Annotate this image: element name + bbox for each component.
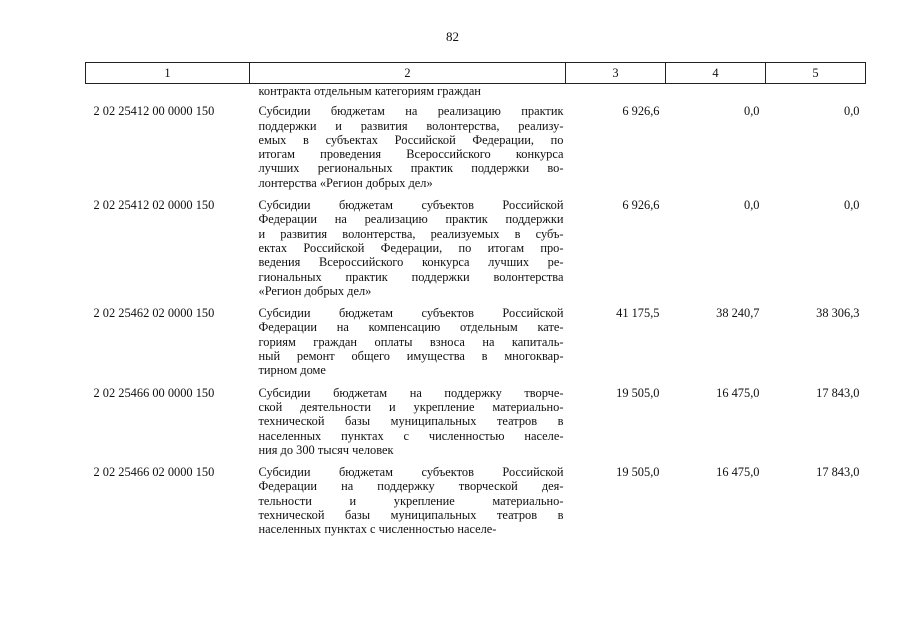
row-name: [250, 100, 566, 194]
column-header-2: 2: [250, 63, 566, 84]
row-name-line: гиональных практик поддержки волонтерства: [258, 269, 564, 284]
row-name-line: емых в субъектах Российской Федерации, по: [258, 132, 564, 147]
row-name-line: Субсидии бюджетам субъектов Российской: [258, 306, 564, 321]
column-header-3: 3: [566, 63, 666, 84]
row-value-col4: 0,0: [744, 104, 760, 119]
page-number: 82: [446, 29, 459, 44]
row-name-line: лучших региональных практик поддержки во-: [258, 161, 564, 176]
row-name: [250, 461, 566, 540]
table-row: [86, 302, 866, 381]
row-name-line: ния до 300 тысяч человек: [258, 442, 394, 457]
row-value-col5: 38 306,3: [816, 306, 860, 321]
row-code: [86, 84, 250, 101]
row-name-line: контракта отдельным категориям граждан: [258, 84, 481, 98]
table-row-continuation: [86, 84, 866, 101]
row-name-line: гориям граждан оплаты взноса на капиталь-: [258, 334, 564, 349]
row-value-col4: 38 240,7: [716, 306, 760, 321]
row-value-col3: [566, 84, 666, 101]
row-name-line: Федерации на поддержку творческой дея-: [258, 479, 564, 494]
row-code: 2 02 25466 02 0000 150: [93, 465, 215, 480]
column-header-5: 5: [766, 63, 866, 84]
row-name-line: и развития волонтерства, реализуемых в субъ-: [258, 226, 564, 241]
row-value-col5: [766, 84, 866, 101]
table-header-row: [86, 63, 866, 84]
row-value-col3: 6 926,6: [622, 198, 660, 213]
column-header-4: 4: [666, 63, 766, 84]
row-name: [250, 84, 566, 101]
table-body: [86, 84, 866, 541]
row-name-line: поддержки и развития волонтерства, реализу-: [258, 118, 564, 133]
row-value-col5: 0,0: [844, 198, 860, 213]
row-name-line: лонтерства «Регион добрых дел»: [258, 175, 433, 190]
row-name: [250, 382, 566, 461]
row-name-line: технической базы муниципальных театров в: [258, 508, 564, 523]
budget-table: [85, 62, 866, 541]
row-name-line: населенных пунктах с численностью населе-: [258, 428, 564, 443]
row-value-col4: 16 475,0: [716, 465, 760, 480]
row-value-col4: 16 475,0: [716, 385, 760, 400]
column-header-1: 1: [86, 63, 250, 84]
row-name-line: тельности и укрепление материально-: [258, 493, 564, 508]
row-name: [250, 302, 566, 381]
row-name-line: «Регион добрых дел»: [258, 283, 372, 298]
row-name-line: ный ремонт общего имущества в многоквар-: [258, 349, 564, 364]
table-row: [86, 382, 866, 461]
row-name-line: технической базы муниципальных театров в: [258, 414, 564, 429]
row-value-col3: 19 505,0: [616, 385, 660, 400]
row-value-col5: 17 843,0: [816, 385, 860, 400]
row-name-line: Субсидии бюджетам субъектов Российской: [258, 198, 564, 213]
table-row: [86, 461, 866, 540]
row-name-line: Субсидии бюджетам субъектов Российской: [258, 465, 564, 480]
row-code: 2 02 25412 02 0000 150: [93, 198, 215, 213]
row-name: [250, 194, 566, 302]
row-name-line: Федерации на компенсацию отдельным кате-: [258, 320, 564, 335]
row-name-line: Федерации на реализацию практик поддержки: [258, 212, 564, 227]
row-name-line: тирном доме: [258, 363, 326, 378]
row-code: 2 02 25462 02 0000 150: [93, 306, 215, 321]
row-name-line: ской деятельности и укрепление материально-: [258, 399, 564, 414]
row-name-line: Субсидии бюджетам на поддержку творче-: [258, 385, 564, 400]
row-value-col5: 17 843,0: [816, 465, 860, 480]
row-code: 2 02 25466 00 0000 150: [93, 385, 215, 400]
row-name-line: населенных пунктах с численностью населе-: [258, 522, 497, 537]
row-value-col4: 0,0: [744, 198, 760, 213]
table-row: [86, 194, 866, 302]
row-value-col3: 6 926,6: [622, 104, 660, 119]
row-name-line: ведения Всероссийского конкурса лучших ре-: [258, 255, 564, 270]
row-value-col3: 41 175,5: [616, 306, 660, 321]
row-value-col3: 19 505,0: [616, 465, 660, 480]
row-name-line: ектах Российской Федерации, по итогам про-: [258, 240, 564, 255]
row-name-line: Субсидии бюджетам на реализацию практик: [258, 104, 564, 119]
row-name-line: итогам проведения Всероссийского конкурса: [258, 147, 564, 162]
row-value-col5: 0,0: [844, 104, 860, 119]
table-row: [86, 100, 866, 194]
row-value-col4: [666, 84, 766, 101]
row-code: 2 02 25412 00 0000 150: [93, 104, 215, 119]
